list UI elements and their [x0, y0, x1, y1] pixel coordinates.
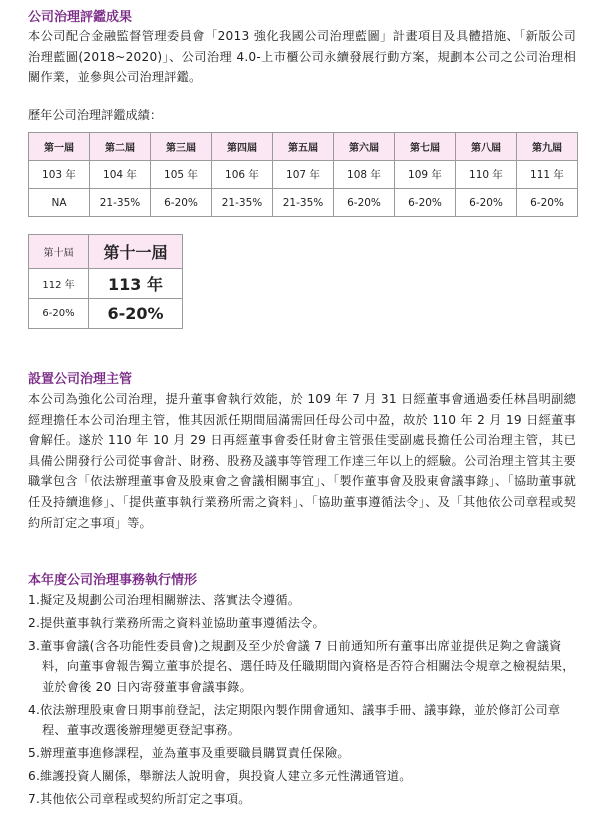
- table-cell-year: 108 年: [334, 161, 395, 189]
- table-cell-year: 112 年: [29, 269, 89, 299]
- table-cell-result: 6-20%: [151, 189, 212, 217]
- section-title-annual-affairs: 本年度公司治理事務執行情形: [28, 573, 198, 588]
- annual-affairs-list: [28, 590, 578, 812]
- table-header-cell: 第十一屆: [89, 235, 183, 269]
- table-cell-year: 113 年: [89, 269, 183, 299]
- table-header-row: [29, 133, 578, 161]
- table-row-results: [29, 189, 578, 217]
- table-header-cell: 第五屆: [273, 133, 334, 161]
- history-scores-label: 歷年公司治理評鑑成績：: [28, 108, 163, 122]
- table-cell-year: 104 年: [90, 161, 151, 189]
- list-item: 5.辦理董事進修課程，並為董事及重要職員購買責任保險。: [28, 746, 350, 761]
- table-cell-year: 106 年: [212, 161, 273, 189]
- list-item: 7.其他依公司章程或契約所訂定之事項。: [28, 792, 251, 807]
- table-cell-year: 107 年: [273, 161, 334, 189]
- list-item: 3.董事會議(含各功能性委員會)之規劃及至少於會議 7 日前通知所有董事出席並提供足夠之會議資料，向董事會報告獨立董事於提名、選任時及任職期間內資格是否符合相關法令規章之檢視結果，並於會後 20 日內寄發董事會議事錄。: [28, 638, 575, 694]
- evaluation-recent-table: [28, 234, 183, 329]
- section-title-governance-evaluation: 公司治理評鑑成果: [28, 10, 133, 25]
- table-header-cell: 第一屆: [29, 133, 90, 161]
- table-cell-year: 111 年: [517, 161, 578, 189]
- table-cell-result: 6-20%: [89, 299, 183, 329]
- table-header-row: [29, 235, 183, 269]
- list-item: 6.維護投資人關係，舉辦法人說明會，與投資人建立多元性溝通管道。: [28, 769, 412, 784]
- table-row-years: [29, 161, 578, 189]
- table-cell-year: 109 年: [395, 161, 456, 189]
- table-row-results: [29, 299, 183, 329]
- table-cell-result: 21-35%: [212, 189, 273, 217]
- table-cell-result: 6-20%: [395, 189, 456, 217]
- table-header-cell: 第七屆: [395, 133, 456, 161]
- evaluation-history-table: [28, 132, 578, 217]
- table-cell-result: NA: [29, 189, 90, 217]
- table-header-cell: 第二屆: [90, 133, 151, 161]
- section-title-governance-officer: 設置公司治理主管: [28, 372, 133, 387]
- table-header-cell: 第九屆: [517, 133, 578, 161]
- table-cell-year: 103 年: [29, 161, 90, 189]
- table-cell-result: 6-20%: [517, 189, 578, 217]
- table-header-cell: 第六屆: [334, 133, 395, 161]
- table-row-years: [29, 269, 183, 299]
- table-header-cell: 第三屆: [151, 133, 212, 161]
- table-cell-result: 21-35%: [90, 189, 151, 217]
- list-item: 2.提供董事執行業務所需之資料並協助董事遵循法令。: [28, 615, 325, 630]
- table-cell-result: 6-20%: [334, 189, 395, 217]
- table-cell-year: 110 年: [456, 161, 517, 189]
- table-header-cell: 第八屆: [456, 133, 517, 161]
- table-header-cell: 第十屆: [29, 235, 89, 269]
- table-header-cell: 第四屆: [212, 133, 273, 161]
- list-item: 1.擬定及規劃公司治理相關辦法、落實法令遵循。: [28, 593, 301, 607]
- table-cell-result: 21-35%: [273, 189, 334, 217]
- list-item: 4.依法辦理股東會日期事前登記，法定期限內製作開會通知、議事手冊、議事錄，並於修訂公司章程、董事改選後辦理變更登記事務。: [28, 702, 561, 738]
- governance-officer-paragraph: 本公司為強化公司治理，提升董事會執行效能，於 109 年 7 月 31 日經董事會通過委任林昌明副總經理擔任本公司治理主管，惟其因派任期間屆滿需回任母公司中盈，故於 110 年 2 月 19 日經董事會解任。遂於 110 年 10 月 29 日再經董事會委任財會主管張佳雯副處長擔任公司治理主管，其已具備公開發行公司從事會計、財務、股務及議事等管理工作達三年以上的經驗。公司治理主管其主要職掌包含「依法辦理董事會及股東會之會議相關事宜」、「製作董事會及股東會議事錄」、「協助董事就任及持續進修」、「提供董事執行業務所需之資料」、「協助董事遵循法令」、及「其他依公司章程或契約所訂定之事項」等。: [28, 392, 576, 530]
- table-cell-result: 6-20%: [456, 189, 517, 217]
- table-cell-result: 6-20%: [29, 299, 89, 329]
- table-cell-year: 105 年: [151, 161, 212, 189]
- governance-evaluation-paragraph: 本公司配合金融監督管理委員會「2013 強化我國公司治理藍圖」計畫項目及具體措施、「新版公司治理藍圖(2018~2020)」、公司治理 4.0-上市櫃公司永續發展行動方案，規劃本公司之公司治理相關作業，並參與公司治理評鑑。: [28, 29, 576, 85]
